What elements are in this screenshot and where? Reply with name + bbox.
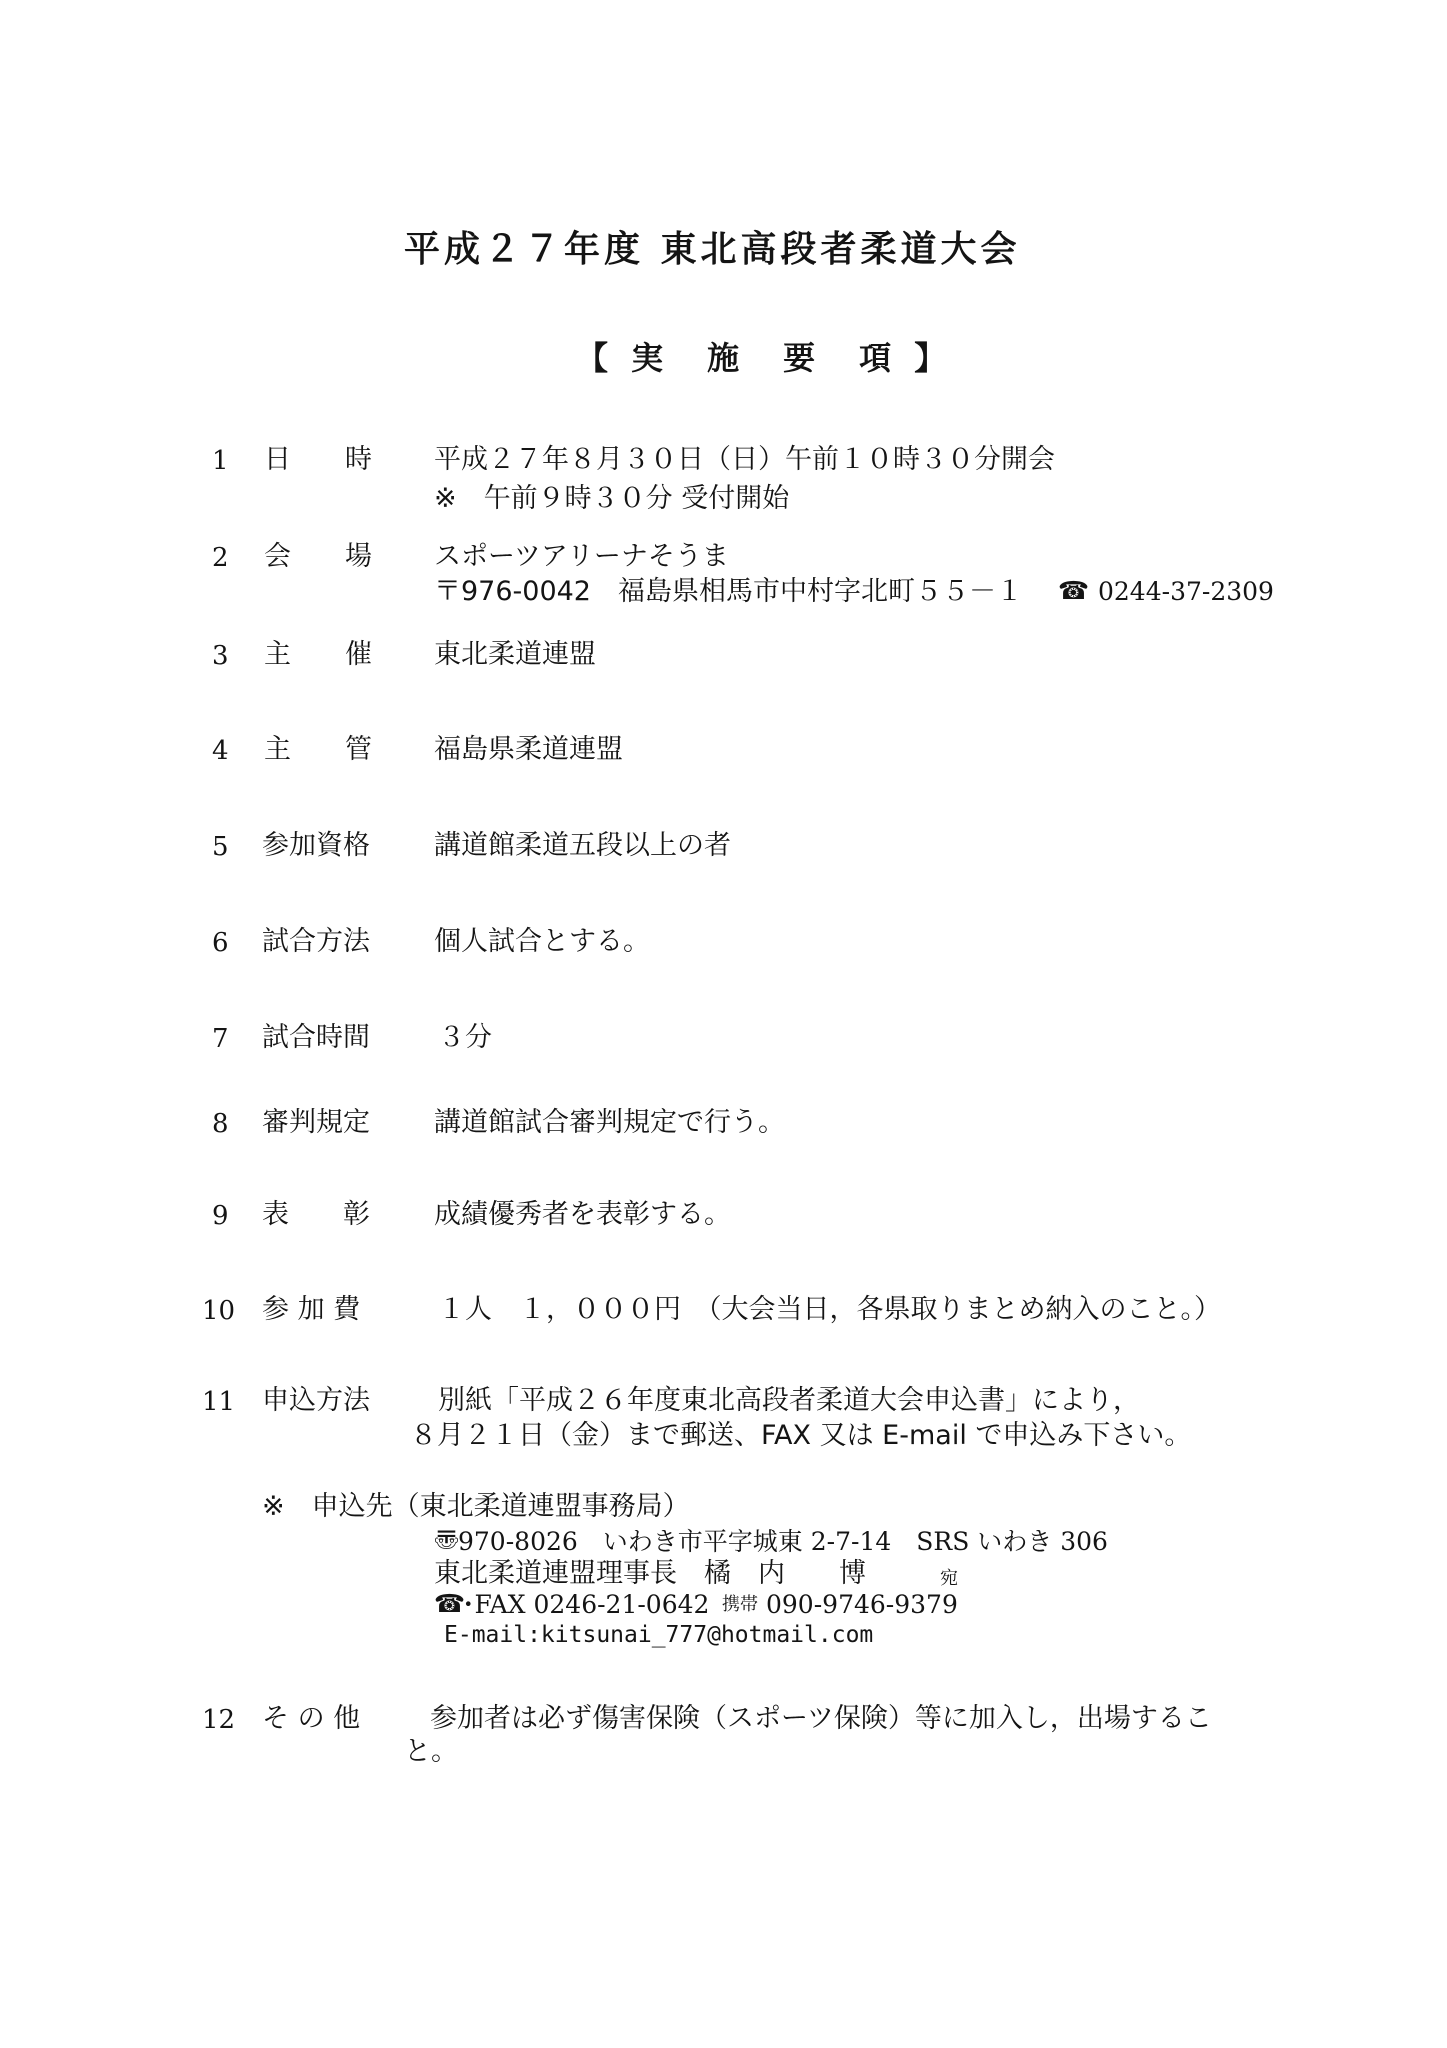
item-value-line: 〒976-0042 福島県相馬市中村字北町５５－１ xyxy=(434,576,1023,607)
item-value-line: スポーツアリーナそうま xyxy=(434,541,729,572)
postal-mark-icon: 〠 xyxy=(434,1526,460,1555)
item-label: 会 場 xyxy=(264,541,372,572)
contact-heading: ※ 申込先（東北柔道連盟事務局） xyxy=(262,1491,690,1522)
item-value-line: 個人試合とする。 xyxy=(434,926,650,957)
item-label: そ の 他 xyxy=(262,1703,361,1734)
contact-email[interactable]: E-mail:kitsunai_777@hotmail.com xyxy=(444,1622,874,1648)
contact-address: 970-8026 いわき市平字城東 2-7-14 SRS いわき 306 xyxy=(458,1527,1108,1556)
item-number: 1 xyxy=(212,446,229,476)
item-number: 3 xyxy=(212,641,229,671)
item-value-line: 参加者は必ず傷害保険（スポーツ保険）等に加入し，出場するこ xyxy=(430,1703,1212,1734)
item-label: 参加資格 xyxy=(262,830,370,861)
item-label: 主 管 xyxy=(264,734,372,765)
item-number: 4 xyxy=(212,736,229,766)
telephone-icon: ☎ xyxy=(434,1589,466,1618)
item-value-line: １人 １，０００円 （大会当日，各県取りまとめ納入のこと。） xyxy=(438,1294,1221,1325)
item-value-line: 別紙「平成２６年度東北高段者柔道大会申込書」により， xyxy=(438,1385,1140,1416)
item-value-line: ※ 午前９時３０分 受付開始 xyxy=(434,483,790,514)
venue-phone: 0244-37-2309 xyxy=(1098,577,1274,606)
item-value-line: ８月２１日（金）まで郵送、FAX 又は E-mail で申込み下さい。 xyxy=(410,1420,1192,1451)
item-number: 10 xyxy=(202,1296,236,1326)
item-number: 7 xyxy=(212,1024,229,1054)
item-label: 参 加 費 xyxy=(262,1294,361,1325)
item-value-line: 東北柔道連盟 xyxy=(434,639,596,670)
item-number: 2 xyxy=(212,543,229,573)
item-number: 8 xyxy=(212,1109,229,1139)
recipient-suffix: 宛 xyxy=(940,1568,958,1589)
item-label: 試合時間 xyxy=(262,1022,370,1053)
contact-fax: ･FAX 0246-21-0642 xyxy=(462,1590,710,1619)
item-value-line: 講道館試合審判規定で行う。 xyxy=(434,1107,785,1138)
item-value-line: 講道館柔道五段以上の者 xyxy=(434,830,731,861)
item-label: 表 彰 xyxy=(262,1199,370,1230)
item-label: 試合方法 xyxy=(262,926,370,957)
item-number: 9 xyxy=(212,1201,229,1231)
item-value-line: 平成２７年８月３０日（日）午前１０時３０分開会 xyxy=(434,444,1055,475)
item-number: 11 xyxy=(202,1387,236,1417)
item-label: 日 時 xyxy=(264,444,372,475)
item-label: 申込方法 xyxy=(262,1385,370,1416)
document-title: 平成２７年度 東北高段者柔道大会 xyxy=(404,229,1021,270)
item-value-line: と。 xyxy=(404,1736,458,1767)
telephone-icon: ☎ xyxy=(1058,576,1090,605)
item-number: 6 xyxy=(212,928,229,958)
contact-mobile: 090-9746-9379 xyxy=(766,1590,958,1619)
item-value-line: ３分 xyxy=(438,1022,492,1053)
mobile-label: 携帯 xyxy=(722,1594,758,1615)
item-value-line: 福島県柔道連盟 xyxy=(434,734,623,765)
item-label: 審判規定 xyxy=(262,1107,370,1138)
item-label: 主 催 xyxy=(264,639,372,670)
item-number: 12 xyxy=(202,1705,236,1735)
item-number: 5 xyxy=(212,832,229,862)
document-subtitle: 【 実 施 要 項 】 xyxy=(576,339,953,377)
item-value-line: 成績優秀者を表彰する。 xyxy=(434,1199,731,1230)
contact-recipient: 東北柔道連盟理事長 橘 内 博 xyxy=(434,1558,866,1589)
